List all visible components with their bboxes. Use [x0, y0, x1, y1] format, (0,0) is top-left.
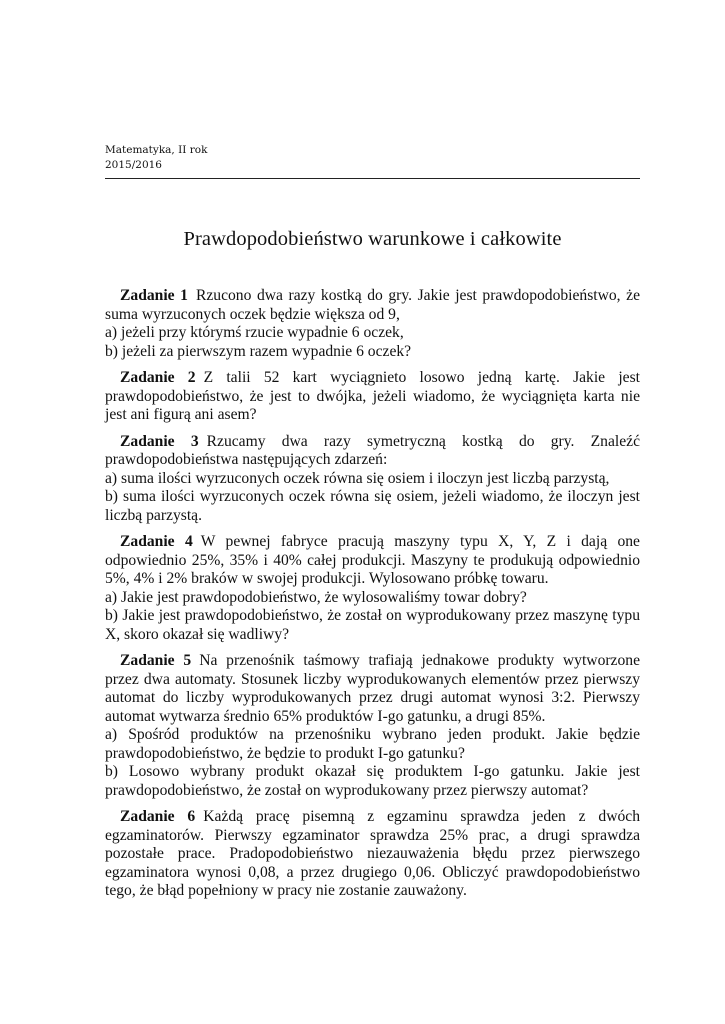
- task-5: [105, 652, 640, 800]
- task-item: b) suma ilości wyrzuconych oczek równa się osiem, jeżeli wiadomo, że iloczyn jest liczbą parzystą.: [105, 488, 640, 524]
- page-title: Prawdopodobieństwo warunkowe i całkowite: [183, 228, 562, 250]
- task-list: [105, 287, 640, 909]
- task-text: Rzucono dwa razy kostką do gry. Jakie jest prawdopodobieństwo, że suma wyrzuconych oczek będzie większa od 9,: [105, 287, 640, 323]
- task-text: Na przenośnik taśmowy trafiają jednakowe produkty wytworzone przez dwa automaty. Stosunek liczby wyprodukowanych elementów przez pierwszy automat do liczby wyprodukowanych przez drugi automat wynosi 3:2. Pierwszy automat wytwarza średnio 65% produktów I-go gatunku, a drugi 85%.: [105, 652, 640, 725]
- task-text: Każdą pracę pisemną z egzaminu sprawdza jeden z dwóch egzaminatorów. Pierwszy egzaminator sprawdza 25% prac, a drugi sprawdza pozostałe prace. Pradopodobieństwo niezauważenia błędu przez pierwszego egzaminatora wynosi 0,08, a przez drugiego 0,06. Obliczyć prawdopodobieństwo tego, że błąd popełniony w pracy nie zostanie zauważony.: [105, 808, 640, 899]
- task-text: W pewnej fabryce pracują maszyny typu X, Y, Z i dają one odpowiednio 25%, 35% i 40% całej produkcji. Maszyny te produkują odpowiednio 5%, 4% i 2% braków w swojej produkcji. Wylosowano próbkę towaru.: [105, 533, 640, 587]
- task-2: [105, 369, 640, 425]
- task-6: [105, 808, 640, 901]
- document-header: [105, 143, 207, 173]
- task-text: Z talii 52 kart wyciągnieto losowo jedną kartę. Jakie jest prawdopodobieństwo, że jest to dwójka, jeżeli wiadomo, że wyciągnięta karta nie jest ani figurą ani asem?: [105, 369, 640, 423]
- task-item: a) Jakie jest prawdopodobieństwo, że wylosowaliśmy towar dobry?: [105, 588, 527, 606]
- task-label: Zadanie 1: [120, 287, 188, 304]
- course-name: Matematyka, II rok: [105, 144, 208, 156]
- task-label: Zadanie 6: [120, 808, 196, 825]
- task-item: a) suma ilości wyrzuconych oczek równa się osiem i iloczyn jest liczbą parzystą,: [105, 469, 610, 487]
- task-text: Rzucamy dwa razy symetryczną kostką do gry. Znaleźć prawdopodobieństwa następujących zdarzeń:: [105, 432, 640, 468]
- task-4: [105, 533, 640, 644]
- task-label: Zadanie 4: [120, 533, 193, 550]
- task-item: a) jeżeli przy którymś rzucie wypadnie 6 oczek,: [105, 324, 404, 341]
- header-rule: [105, 178, 640, 179]
- task-3: [105, 433, 640, 526]
- task-label: Zadanie 5: [120, 652, 192, 669]
- task-label: Zadanie 3: [120, 432, 199, 450]
- task-item: a) Spośród produktów na przenośniku wybrano jeden produkt. Jakie będzie prawdopodobieństwo, że będzie to produkt I-go gatunku?: [105, 726, 640, 762]
- task-item: b) jeżeli za pierwszym razem wypadnie 6 oczek?: [105, 342, 412, 360]
- task-label: Zadanie 2: [120, 369, 196, 386]
- academic-year: 2015/2016: [105, 159, 162, 171]
- task-item: b) Losowo wybrany produkt okazał się produktem I-go gatunku. Jakie jest prawdopodobieństwo, że został on wyprodukowany przez pierwszy automat?: [105, 763, 640, 799]
- task-1: [105, 287, 640, 361]
- task-item: b) Jakie jest prawdopodobieństwo, że został on wyprodukowany przez maszynę typu X, skoro okazał się wadliwy?: [105, 607, 640, 643]
